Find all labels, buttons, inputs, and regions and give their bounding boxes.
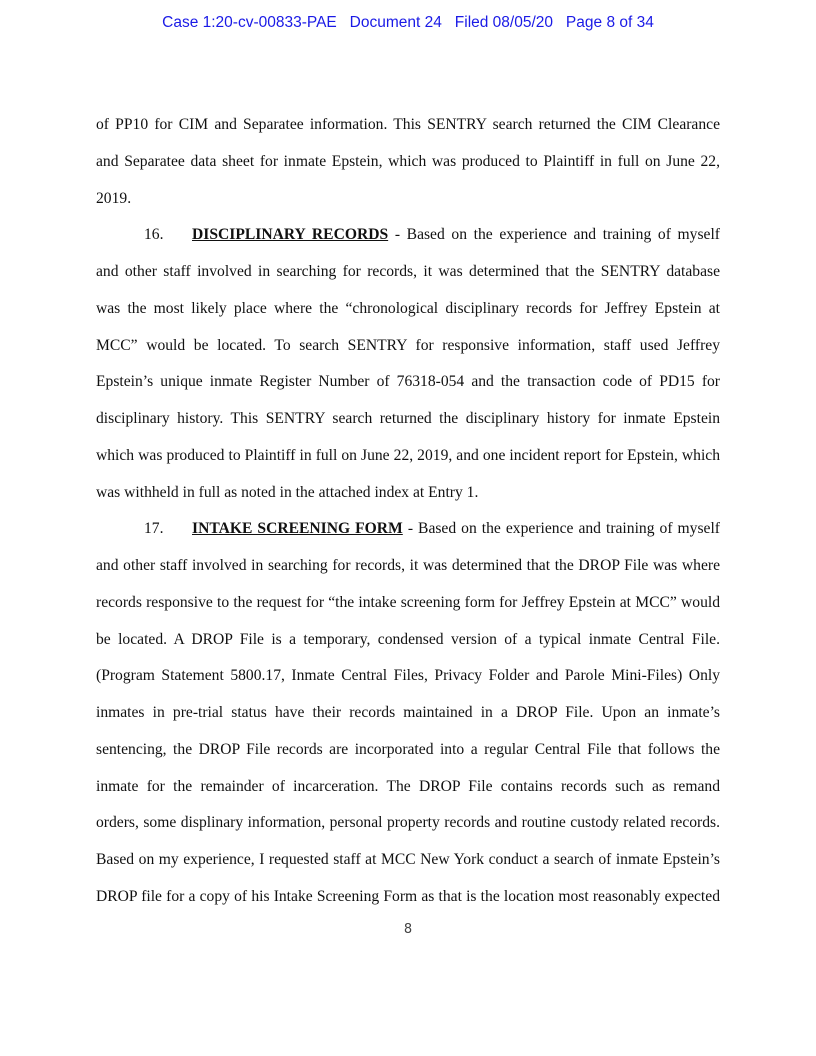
text-line: records responsive to the request for “the intake screening form for Jeffrey Epstein at MCC” would: [96, 593, 720, 611]
text-line: sentencing, the DROP File records are incorporated into a regular Central File that follows the: [96, 740, 720, 758]
text-line: be located. A DROP File is a temporary, condensed version of a typical inmate Central File.: [96, 630, 720, 648]
text-line: inmates in pre-trial status have their records maintained in a DROP File. Upon an inmate’s: [96, 704, 720, 721]
text-span: - Based on the experience and training of myself: [388, 226, 720, 244]
text-line: orders, some displinary information, personal property records and routine custody related records.: [96, 814, 720, 832]
text-line: 2019.: [96, 189, 132, 207]
text-line: (Program Statement 5800.17, Inmate Central Files, Privacy Folder and Parole Mini-Files) Only: [96, 667, 720, 685]
text-line: was withheld in full as noted in the attached index at Entry 1.: [96, 483, 479, 501]
text-line: and other staff involved in searching for records, it was determined that the SENTRY database: [96, 263, 720, 280]
text-line: of PP10 for CIM and Separatee information. This SENTRY search returned the CIM Clearance: [96, 116, 720, 133]
text-span: - Based on the experience and training of myself: [402, 520, 720, 538]
text-line: MCC” would be located. To search SENTRY for responsive information, staff used Jeffrey: [96, 336, 720, 354]
text-line: DROP file for a copy of his Intake Screening Form as that is the location most reasonably expected: [96, 887, 720, 905]
text-line: and other staff involved in searching for records, it was determined that the DROP File was where: [96, 557, 720, 574]
text-line: Based on my experience, I requested staff at MCC New York conduct a search of inmate Epstein’s: [96, 851, 720, 868]
section-heading-intake-screening-form: INTAKE SCREENING FORM: [192, 520, 403, 538]
section-heading-disciplinary-records: DISCIPLINARY RECORDS: [192, 226, 389, 244]
text-line: and Separatee data sheet for inmate Epstein, which was produced to Plaintiff in full on June 22,: [96, 152, 720, 170]
document-body: [96, 114, 720, 923]
text-line: disciplinary history. This SENTRY search returned the disciplinary history for inmate Epstein: [96, 410, 720, 427]
paragraph-number: 16.: [144, 226, 164, 244]
paragraph-16-first-line: [96, 224, 720, 261]
case-header: Case 1:20-cv-00833-PAE Document 24 Filed 08/05/20 Page 8 of 34: [162, 14, 654, 31]
paragraph-17-first-line: [96, 518, 720, 555]
text-line: was the most likely place where the “chronological disciplinary records for Jeffrey Epstein at: [96, 299, 720, 317]
text-line: inmate for the remainder of incarceration. The DROP File contains records such as remand: [96, 777, 720, 795]
text-line: which was produced to Plaintiff in full on June 22, 2019, and one incident report for Epstein, which: [96, 446, 720, 464]
page-number: 8: [403, 922, 413, 937]
text-line: Epstein’s unique inmate Register Number of 76318-054 and the transaction code of PD15 for: [96, 373, 720, 391]
paragraph-number: 17.: [144, 520, 164, 538]
